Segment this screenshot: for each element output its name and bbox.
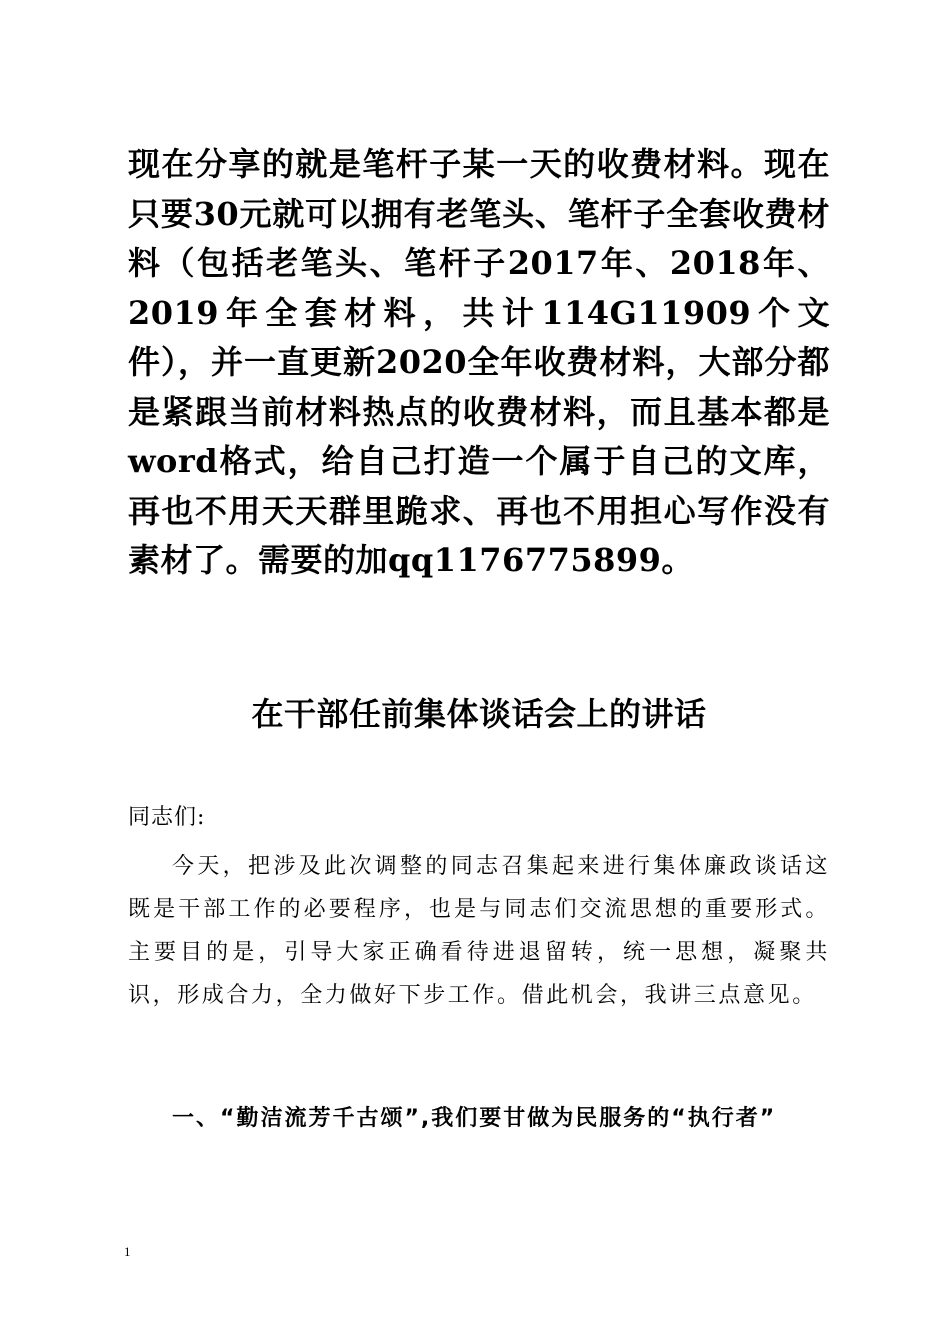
- page-title: 在干部任前集体谈话会上的讲话: [251, 695, 707, 733]
- salutation: 同志们:: [128, 805, 206, 830]
- page-number: 1: [124, 1244, 131, 1259]
- promo-paragraph: 现在分享的就是笔杆子某一天的收费材料。现在只要30元就可以拥有老笔头、笔杆子全套收费材料（包括老笔头、笔杆子2017年、2018年、2019年全套材料，共计114G11909个文件），并一直更新2020全年收费材料，大部分都是紧跟当前材料热点的收费材料，而且基本都是word格式，给自己打造一个属于自己的文库，再也不用天天群里跪求、再也不用担心写作没有素材了。需要的加qq1176775899。: [128, 145, 830, 579]
- section-heading: 一、“勤洁流芳千古颂”,我们要甘做为民服务的“执行者”: [172, 1106, 777, 1131]
- body-paragraph: 今天，把涉及此次调整的同志召集起来进行集体廉政谈话这既是干部工作的必要程序，也是与同志们交流思想的重要形式。主要目的是，引导大家正确看待进退留转，统一思想，凝聚共识，形成合力，全力做好下步工作。借此机会，我讲三点意见。: [128, 854, 830, 1008]
